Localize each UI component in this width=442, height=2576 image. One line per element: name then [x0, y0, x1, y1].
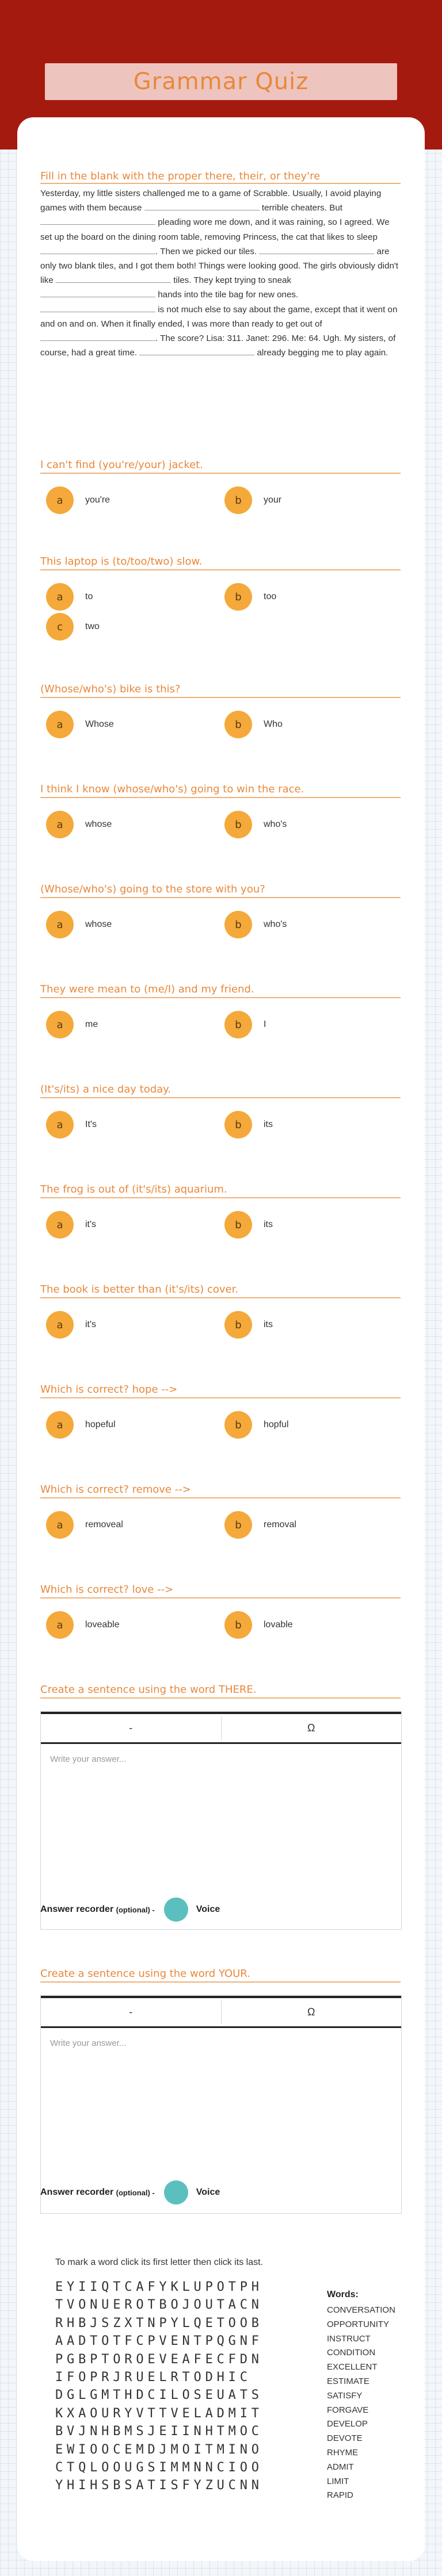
question-prompt: Which is correct? love --> [40, 1584, 174, 1596]
question-prompt: I think I know (whose/who's) going to win the race. [40, 783, 304, 795]
option-text: your [264, 495, 282, 505]
wordsearch-row[interactable]: RHBJSZXTNPYLQETOOB [55, 2316, 263, 2330]
question-divider [40, 1597, 401, 1598]
question-prompt: The frog is out of (it's/its) aquarium. [40, 1183, 227, 1195]
question-divider [40, 569, 401, 570]
option-text: me [85, 1019, 98, 1029]
blank-input[interactable] [56, 273, 171, 283]
word-item: RHYME [327, 2447, 359, 2458]
answer-editor [40, 1711, 402, 1930]
option-letter-badge: b [224, 1011, 252, 1038]
answer-option[interactable] [224, 711, 283, 738]
title-banner [45, 63, 397, 100]
answer-option[interactable] [224, 1211, 273, 1239]
option-text: two [85, 622, 100, 631]
blank-input[interactable] [259, 244, 374, 254]
option-letter-badge: a [46, 711, 74, 738]
answer-option[interactable] [224, 1511, 296, 1539]
special-character-button[interactable]: Ω [307, 1722, 315, 1734]
answer-option[interactable] [224, 911, 287, 938]
question-divider [40, 897, 401, 898]
blank-input[interactable] [40, 215, 155, 225]
question-divider [40, 697, 401, 698]
answer-option[interactable] [46, 911, 112, 938]
blank-input[interactable] [40, 244, 155, 254]
answer-option[interactable] [224, 1611, 293, 1639]
wordsearch-row[interactable]: EWIOOCEMDJMOITMINO [55, 2442, 263, 2457]
option-letter-badge: a [46, 1211, 74, 1239]
dash-button[interactable]: - [129, 1722, 133, 1734]
option-letter-badge: b [224, 486, 252, 514]
wordsearch-row[interactable]: TVONUEROTBOJOUTACN [55, 2298, 263, 2313]
wordsearch-row[interactable]: IFOPRJRUELRTODHIC [55, 2370, 252, 2385]
answer-option[interactable] [46, 1411, 116, 1439]
option-letter-badge: b [224, 1111, 252, 1138]
option-text: to [85, 592, 93, 601]
question-prompt: (Whose/who's) going to the store with you? [40, 883, 265, 895]
option-letter-badge: a [46, 1611, 74, 1639]
option-text: I [264, 1019, 266, 1029]
answer-recorder [40, 2180, 220, 2205]
blank-input[interactable] [144, 201, 260, 210]
wordsearch-row[interactable]: PGBPTOROEVEAFECFDN [55, 2352, 263, 2367]
option-letter-badge: b [224, 1211, 252, 1239]
option-letter-badge: b [224, 811, 252, 838]
word-item: OPPORTUNITY [327, 2319, 390, 2329]
option-text: it's [85, 1320, 97, 1329]
option-text: too [264, 592, 277, 601]
voice-record-button[interactable] [164, 2180, 188, 2205]
word-item: ADMIT [327, 2462, 354, 2472]
option-letter-badge: b [224, 1411, 252, 1439]
recorder-label: Answer recorder [40, 1904, 114, 1914]
option-letter-badge: a [46, 1511, 74, 1539]
passage-text: Yesterday, my little sisters challenged me to a game of Scrabble. Usually, I avoid playing games with them because terrible cheaters. But pleading wore me down, and it was raining, so I agreed. We set up the board on the dining room table, removing Princess, the cat that likes to sleep . Then we picked our tiles. are only two blank tiles, and I got them both! Things were looking good. The girls obviously didn't like tiles. They kept trying to sneak hands into the tile bag for new ones. is not much else to say about the game, except that it went on and on and on. When it finally ended, I was more than ready to get out of . The score? Lisa: 311. Janet: 296. Me: 64. Ugh. My sisters, of course, had a great time. already begging me to play again. [40, 189, 399, 358]
voice-label: Voice [196, 1904, 220, 1914]
answer-option[interactable] [46, 1211, 96, 1239]
recorder-label: Answer recorder [40, 2187, 114, 2197]
word-item: LIMIT [327, 2476, 349, 2486]
answer-option[interactable] [46, 1511, 123, 1539]
voice-record-button[interactable] [164, 1897, 188, 1922]
answer-option[interactable] [46, 1111, 97, 1138]
option-text: removeal [85, 1520, 123, 1529]
option-letter-badge: b [224, 1611, 252, 1639]
word-item: DEVELOP [327, 2419, 368, 2429]
answer-option[interactable] [46, 1311, 96, 1339]
blank-input[interactable] [40, 302, 155, 312]
option-text: lovable [264, 1620, 293, 1630]
question-prompt: Which is correct? remove --> [40, 1483, 191, 1496]
option-text: you're [85, 495, 110, 505]
word-item: EXCELLENT [327, 2362, 378, 2372]
answer-placeholder: Write your answer... [50, 1754, 127, 1764]
answer-placeholder: Write your answer... [50, 2038, 127, 2048]
blank-input[interactable] [139, 346, 254, 355]
option-text: who's [264, 819, 287, 829]
word-item: DEVOTE [327, 2433, 363, 2444]
answer-option[interactable] [224, 811, 287, 838]
question-divider [40, 473, 401, 474]
option-text: loveable [85, 1620, 120, 1630]
answer-option[interactable] [46, 1011, 98, 1038]
word-item: RAPID [327, 2490, 353, 2501]
option-text: It's [85, 1120, 97, 1129]
words-title: Words: [327, 2290, 359, 2299]
option-letter-badge: a [46, 583, 74, 611]
option-letter-badge: b [224, 583, 252, 611]
page-title: Grammar Quiz [133, 68, 309, 95]
question-divider [40, 1097, 401, 1098]
editor-toolbar [41, 1996, 401, 2028]
blank-input[interactable] [40, 288, 155, 297]
word-item: FORGAVE [327, 2405, 369, 2415]
option-letter-badge: b [224, 1311, 252, 1339]
question-divider [40, 1197, 401, 1198]
question-prompt: (Whose/who's) bike is this? [40, 683, 181, 695]
option-letter-badge: a [46, 811, 74, 838]
wordsearch-row[interactable]: KXAOURYVTTVELADMIT [55, 2406, 263, 2421]
word-item: INSTRUCT [327, 2333, 371, 2344]
editor-toolbar [41, 1712, 401, 1744]
wordsearch-instruction: To mark a word click its first letter then click its last. [55, 2257, 263, 2267]
question-prompt: The book is better than (it's/its) cover. [40, 1283, 239, 1295]
option-text: hopful [264, 1420, 289, 1429]
question-prompt: I can't find (you're/your) jacket. [40, 459, 203, 471]
answer-option[interactable] [46, 711, 114, 738]
word-item: ESTIMATE [327, 2376, 369, 2386]
wordsearch-row[interactable]: DGLGMTHDCILOSEUATS [55, 2388, 263, 2403]
option-letter-badge: a [46, 1011, 74, 1038]
option-text: whose [85, 919, 112, 929]
special-character-button[interactable]: Ω [307, 2006, 315, 2018]
option-letter-badge: b [224, 1511, 252, 1539]
option-text: hopeful [85, 1420, 116, 1429]
option-letter-badge: a [46, 1311, 74, 1339]
word-item: SATISFY [327, 2390, 363, 2401]
word-item: CONVERSATION [327, 2305, 395, 2315]
answer-option[interactable] [224, 1111, 273, 1138]
question-divider [40, 1981, 401, 1983]
blank-input[interactable] [40, 331, 155, 341]
option-text: Who [264, 719, 283, 729]
question-prompt: Which is correct? hope --> [40, 1383, 178, 1396]
question-prompt: (It's/its) a nice day today. [40, 1083, 171, 1095]
wordsearch-row[interactable]: BVJNHBMSJEIINHTMOC [55, 2424, 263, 2439]
wordsearch-row[interactable]: EYIIQTCAFYKLUPOTPH [55, 2280, 263, 2294]
wordsearch-row[interactable]: AADTOTFCPVENTPQGNF [55, 2334, 263, 2349]
option-text: its [264, 1320, 273, 1329]
question-divider [40, 797, 401, 798]
option-letter-badge: b [224, 911, 252, 938]
answer-option[interactable] [224, 583, 276, 611]
answer-option[interactable] [224, 486, 281, 514]
question-divider [40, 1697, 401, 1699]
option-letter-badge: a [46, 1111, 74, 1138]
answer-option[interactable] [224, 1011, 266, 1038]
question-divider [40, 1297, 401, 1298]
wordsearch-row[interactable]: YHIHSBSATISFYZUCNN [55, 2478, 263, 2493]
answer-option[interactable] [46, 1611, 120, 1639]
option-text: it's [85, 1220, 97, 1229]
option-text: who's [264, 919, 287, 929]
question-divider [40, 1397, 401, 1398]
answer-option[interactable] [46, 613, 100, 641]
passage-instruction: Fill in the blank with the proper there, their, or they're [40, 170, 321, 182]
option-text: its [264, 1220, 273, 1229]
answer-recorder [40, 1897, 220, 1922]
option-letter-badge: a [46, 486, 74, 514]
question-divider [40, 183, 401, 184]
word-item: CONDITION [327, 2348, 376, 2358]
writing-prompt: Create a sentence using the word THERE. [40, 1684, 257, 1696]
option-letter-badge: a [46, 911, 74, 938]
option-letter-badge: b [224, 711, 252, 738]
option-text: its [264, 1120, 273, 1129]
option-letter-badge: a [46, 1411, 74, 1439]
question-divider [40, 997, 401, 998]
answer-option[interactable] [224, 1411, 289, 1439]
recorder-optional: (optional) - [116, 2188, 155, 2197]
answer-option[interactable] [224, 1311, 273, 1339]
dash-button[interactable]: - [129, 2006, 133, 2018]
voice-label: Voice [196, 2187, 220, 2197]
question-prompt: This laptop is (to/too/two) slow. [40, 555, 203, 568]
option-text: removal [264, 1520, 296, 1529]
answer-option[interactable] [46, 486, 110, 514]
word-list [327, 2303, 395, 2503]
question-prompt: They were mean to (me/I) and my friend. [40, 983, 254, 995]
wordsearch-row[interactable]: CTQLOOUGSIMMNNCIOO [55, 2460, 263, 2475]
answer-option[interactable] [46, 583, 93, 611]
option-text: Whose [85, 719, 114, 729]
question-divider [40, 1497, 401, 1498]
option-letter-badge: c [46, 613, 74, 641]
option-text: whose [85, 819, 112, 829]
wordsearch-grid [55, 2278, 263, 2495]
writing-prompt: Create a sentence using the word YOUR. [40, 1968, 250, 1980]
recorder-optional: (optional) - [116, 1905, 155, 1914]
answer-option[interactable] [46, 811, 112, 838]
